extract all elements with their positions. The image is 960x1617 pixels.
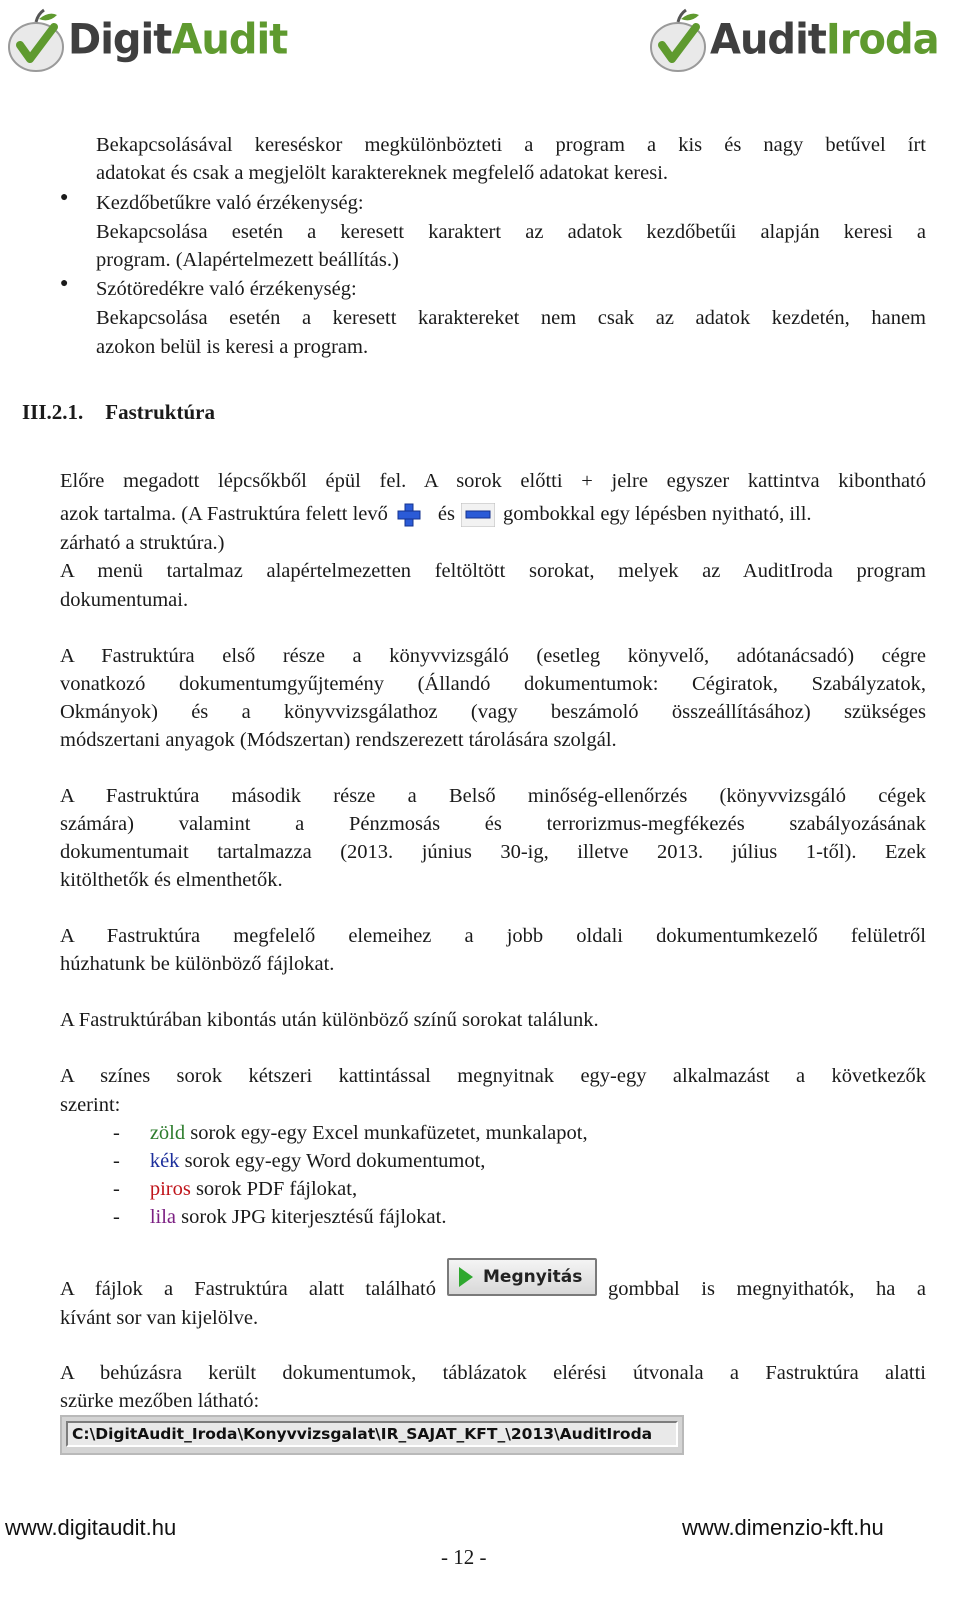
paragraph-line: A színes sorok kétszeri kattintással megnyitnak egy-egy alkalmazást a következők [60, 1065, 926, 1087]
apple-check-icon [648, 7, 710, 73]
list-item: - kék sorok egy-egy Word dokumentumot, [113, 1150, 486, 1172]
paragraph-line: vonatkozó dokumentumgyűjtemény (Állandó dokumentumok: Cégiratok, Szabályzatok, [60, 673, 926, 695]
footer-left-link[interactable]: www.digitaudit.hu [5, 1515, 177, 1540]
collapse-minus-icon [461, 503, 495, 527]
list-item: - zöld sorok egy-egy Excel munkafüzetet, munkalapot, [113, 1122, 588, 1144]
paragraph-line: dokumentumait tartalmazza (2013. június 30-ig, illetve 2013. július 1-től). Ezek [60, 841, 926, 863]
logo-text: AuditIroda [710, 15, 939, 65]
bullet-text: azokon belül is keresi a program. [96, 336, 369, 358]
section-heading [22, 400, 215, 425]
paragraph-line: A Fastruktúrában kibontás után különböző színű sorokat találunk. [60, 1009, 599, 1031]
list-item: - piros sorok PDF fájlokat, [113, 1178, 358, 1200]
paragraph-line: A menü tartalmaz alapértelmezetten feltöltött sorokat, melyek az AuditIroda program [60, 560, 926, 582]
paragraph-line: számára) valamint a Pénzmosás és terrorizmus-megfékezés szabályozásának [60, 813, 926, 835]
open-button-label: Megnyitás [483, 1267, 583, 1287]
paragraph-line: zárható a struktúra.) [60, 532, 225, 554]
bullet-text: program. (Alapértelmezett beállítás.) [96, 249, 399, 271]
paragraph-line: A Fastruktúra első része a könyvvizsgáló (esetleg könyvelő, adótanácsadó) cégre [60, 645, 926, 667]
play-icon [459, 1267, 473, 1287]
bullet-title: Szótöredékre való érzékenység: [96, 278, 357, 300]
paragraph-line: kívánt sor van kijelölve. [60, 1307, 259, 1329]
paragraph-line: A Fastruktúra második része a Belső minőség-ellenőrzés (könyvvizsgáló cégek [60, 785, 926, 807]
list-item: - lila sorok JPG kiterjesztésű fájlokat. [113, 1206, 447, 1228]
bullet-title: Kezdőbetűkre való érzékenység: [96, 192, 364, 214]
paragraph-line: kitölthetők és elmenthetők. [60, 869, 283, 891]
bullet-icon: ● [60, 190, 69, 205]
paragraph-line [60, 500, 926, 529]
path-value: C:\DigitAudit_Iroda\Konyvvizsgalat\IR_SAJAT_KFT_\2013\AuditIroda [66, 1421, 678, 1447]
bullet-text: Bekapcsolása esetén a keresett karaktereket nem csak az adatok kezdetén, hanem [96, 307, 926, 329]
expand-plus-icon [396, 502, 422, 528]
section-title: Fastruktúra [105, 400, 215, 424]
bullet-text: Bekapcsolása esetén a keresett karaktert az adatok kezdőbetűi alapján keresi a [96, 221, 926, 243]
text-fragment: azok tartalma. (A Fastruktúra felett levő [60, 503, 388, 525]
paragraph-line: Okmányok) és a könyvvizsgálathoz (vagy beszámoló összeállításához) szükséges [60, 701, 926, 723]
paragraph-line: A Fastruktúra megfelelő elemeihez a jobb oldali dokumentumkezelő felületről [60, 925, 926, 947]
text-fragment: és [437, 503, 455, 525]
text-fragment: gombokkal egy lépésben nyitható, ill. [502, 503, 812, 525]
paragraph-line: A behúzásra került dokumentumok, táblázatok elérési útvonala a Fastruktúra alatti [60, 1362, 926, 1384]
paragraph-line: gombbal is megnyithatók, ha a [608, 1278, 926, 1300]
intro-line: Bekapcsolásával kereséskor megkülönbözteti a program a kis és nagy betűvel írt [96, 134, 926, 156]
footer-right-link[interactable]: www.dimenzio-kft.hu [682, 1515, 884, 1540]
paragraph-line: A fájlok a Fastruktúra alatt található [60, 1278, 436, 1300]
auditiroda-logo [648, 4, 939, 76]
logo-text: DigitAudit [68, 15, 288, 65]
paragraph-line: Előre megadott lépcsőkből épül fel. A sorok előtti + jelre egyszer kattintva kibontható [60, 470, 926, 492]
section-number: III.2.1. [22, 400, 84, 424]
paragraph-line: húzhatunk be különböző fájlokat. [60, 953, 335, 975]
digitaudit-logo [6, 4, 287, 76]
page-number: - 12 - [441, 1545, 487, 1569]
paragraph-line: szerint: [60, 1094, 121, 1116]
intro-line: adatokat és csak a megjelölt karaktereknek megfelelő adatokat keresi. [96, 162, 669, 184]
bullet-icon: ● [60, 276, 69, 291]
open-button[interactable] [447, 1258, 597, 1296]
paragraph-line: szürke mezőben látható: [60, 1390, 260, 1412]
paragraph-line: dokumentumai. [60, 589, 189, 611]
paragraph-line: módszertani anyagok (Módszertan) rendszerezett tárolására szolgál. [60, 729, 617, 751]
apple-check-icon [6, 7, 68, 73]
path-field [60, 1415, 684, 1455]
